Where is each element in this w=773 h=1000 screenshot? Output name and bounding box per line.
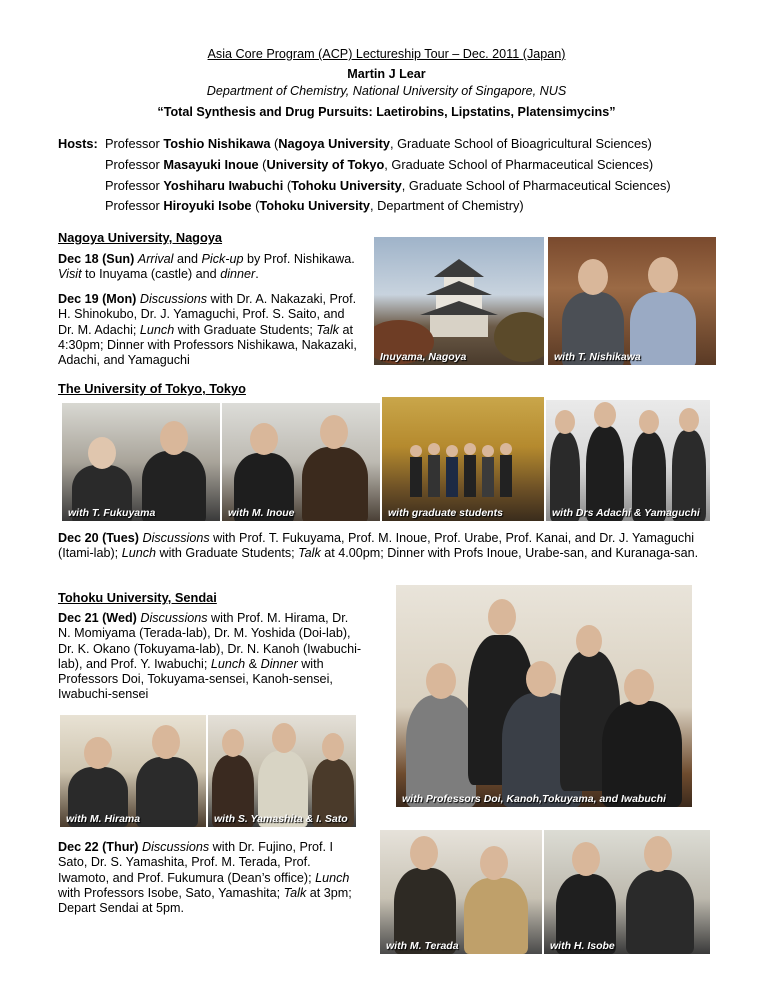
host-row [105,136,652,151]
activity-dinner: Dinner [260,656,298,671]
group-illustration [382,397,544,521]
text-run: with Professors Isobe, Sato, Yamashita; [58,885,284,900]
host-prefix: Professor [105,136,164,151]
nagoya-heading: Nagoya University, Nagoya [58,230,223,245]
host-sep: ( [283,178,292,193]
host-school: , Department of Chemistry) [370,198,524,213]
dec22-paragraph [58,840,363,916]
photo-caption: with M. Inoue [228,507,295,519]
person-head [639,410,659,434]
person-head [152,725,180,759]
host-school: , Graduate School of Bioagricultural Sciences) [389,136,652,151]
photo-with-hirama [60,715,206,827]
person-head [555,410,575,434]
person-head [160,421,188,455]
photo-caption: with T. Nishikawa [554,351,641,363]
tohoku-heading: Tohoku University, Sendai [58,590,217,605]
photo-with-fukuyama [62,403,220,521]
host-row [105,157,653,172]
person-head [250,423,278,455]
host-prefix: Professor [105,198,164,213]
host-sep: ( [258,157,267,172]
text-run: with Graduate Students; [156,546,299,561]
person-figure [602,701,682,807]
person-figure [626,870,694,954]
photo-caption: with S. Yamashita & I. Sato [214,813,348,825]
person-head [644,836,672,872]
activity-pickup: Pick-up [201,252,244,266]
person-head [410,836,438,870]
photo-inuyama-castle [374,237,544,365]
activity-dinner: dinner [220,267,256,282]
text-run: . [255,267,259,282]
date-label: Dec 18 (Sun) [58,252,135,266]
photo-with-professors [396,585,692,807]
host-sep: ( [251,198,260,213]
text-run: with Graduate Students; [174,322,317,337]
person-head [222,729,244,757]
castle-illustration [374,237,544,365]
person-head [426,663,456,699]
talk-title: “Total Synthesis and Drug Pursuits: Laetirobins, Lipstatins, Platensimycins” [157,105,616,119]
person-head [526,661,556,697]
photo-caption: with M. Terada [386,940,459,952]
person-head [572,842,600,876]
person-figure [302,447,368,521]
person-head [679,408,699,432]
photo-caption: with graduate students [388,507,503,519]
text-run: with Prof. T. Fukuyama, Prof. M. Inoue, Prof. Urabe, Prof. Kanai, and Dr. J. Yamaguchi (Itami-lab); [58,531,695,561]
person-head [320,415,348,449]
host-name: Yoshiharu Iwabuchi [163,178,284,193]
dec18-paragraph [58,252,358,283]
activity-visit: Visit [58,267,82,282]
host-sep: ( [270,136,279,151]
person-head [624,669,654,705]
photo-caption: with M. Hirama [66,813,141,825]
person-head [88,437,116,469]
host-prefix: Professor [105,157,164,172]
photo-caption: with T. Fukuyama [68,507,156,519]
host-school: , Graduate School of Pharmaceutical Sciences) [384,157,654,172]
host-prefix: Professor [105,178,164,193]
activity-lunch: Lunch [315,870,350,885]
person-head [322,733,344,761]
hosts-label: Hosts: [58,136,98,151]
activity-discussions: Discussions [140,611,208,625]
photo-with-graduate-students [382,397,544,521]
dec20-paragraph [58,531,713,562]
person-head [594,402,616,428]
text-run: & [245,656,261,671]
activity-discussions: Discussions [141,840,210,854]
speaker-name: Martin J Lear [347,67,426,81]
date-label: Dec 19 (Mon) [58,292,137,306]
activity-lunch: Lunch [139,322,175,337]
photo-with-inoue [222,403,380,521]
host-row [105,178,671,193]
photo-with-adachi-yamaguchi [546,400,710,521]
activity-talk: Talk [283,885,307,900]
person-head [578,259,608,295]
text-run: with Dr. A. Nakazaki, Prof. H. Shinokubo, Dr. J. Yamaguchi, Prof. S. Saito, and Dr. M. Adachi; [58,292,357,337]
photo-with-isobe [544,830,710,954]
person-head [488,599,516,635]
text-run: at 4.00pm; Dinner with Profs Inoue, Urabe-san, and Kuranaga-san. [320,546,699,561]
activity-arrival: Arrival [137,252,174,266]
host-school: , Graduate School of Pharmaceutical Sciences) [401,178,671,193]
photo-caption: Inuyama, Nagoya [380,351,467,363]
dec19-paragraph [58,292,363,368]
host-university: Nagoya University [278,136,390,151]
host-university: Tohoku University [291,178,402,193]
text-run: with Dr. Fujino, Prof. I Sato, Dr. S. Yamashita, Prof. M. Terada, Prof. Iwamoto, and Prof. Fukumura (Dean’s office); [58,840,334,885]
person-head [84,737,112,769]
photo-with-nishikawa [548,237,716,365]
activity-talk: Talk [316,322,339,337]
person-head [576,625,602,657]
speaker-affiliation: Department of Chemistry, National University of Singapore, NUS [206,84,567,98]
text-run: to Inuyama (castle) and [81,267,221,282]
text-run: at 4:30pm; Dinner with Professors Nishikawa, Nakazaki, Adachi, and Yamaguchi [58,322,357,368]
photo-caption: with Drs Adachi & Yamaguchi [552,507,700,519]
activity-lunch: Lunch [121,546,157,561]
activity-talk: Talk [298,546,321,561]
text-run: with Professors Doi, Tokuyama-sensei, Kanoh-sensei, Iwabuchi-sensei [58,656,333,702]
activity-lunch: Lunch [210,656,246,671]
text-run: and [173,252,202,266]
tokyo-heading: The University of Tokyo, Tokyo [58,381,246,396]
person-figure [406,695,476,807]
text-run: at 3pm; Depart Sendai at 5pm. [58,885,352,916]
person-figure [136,757,198,827]
date-label: Dec 20 (Tues) [58,531,139,545]
person-figure [464,878,528,954]
host-name: Masayuki Inoue [163,157,259,172]
person-head [648,257,678,293]
tour-title: Asia Core Program (ACP) Lectureship Tour – Dec. 2011 (Japan) [207,47,566,61]
text-run: by Prof. Nishikawa. [243,252,355,266]
date-label: Dec 21 (Wed) [58,611,137,625]
photo-caption: with Professors Doi, Kanoh,Tokuyama, and Iwabuchi [402,793,666,805]
activity-discussions: Discussions [139,292,208,306]
person-head [272,723,296,753]
host-university: University of Tokyo [266,157,385,172]
text-run: with Prof. M. Hirama, Dr. N. Momiyama (Terada-lab), Dr. M. Yoshida (Doi-lab), Dr. K. Okano (Tokuyama-lab), Dr. N. Kanoh (Iwabuchi-lab), and Prof. Y. Iwabuchi; [58,611,362,671]
host-name: Toshio Nishikawa [163,136,271,151]
activity-discussions: Discussions [142,531,210,545]
host-university: Tohoku University [259,198,371,213]
host-name: Hiroyuki Isobe [163,198,252,213]
photo-caption: with H. Isobe [550,940,615,952]
host-row [105,198,524,213]
date-label: Dec 22 (Thur) [58,840,139,854]
photo-with-terada [380,830,542,954]
dec21-paragraph [58,611,363,703]
person-head [480,846,508,880]
photo-with-yamashita-sato [208,715,356,827]
